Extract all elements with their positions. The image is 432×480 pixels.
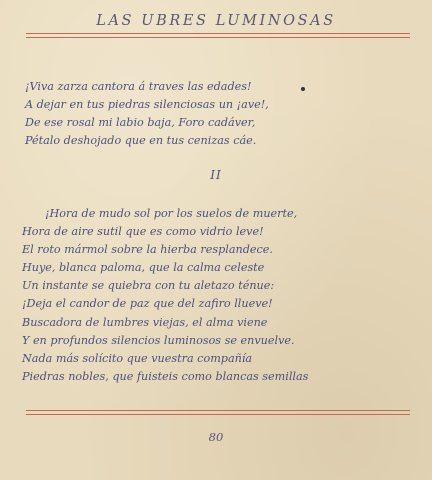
section-numeral: II [210, 168, 222, 182]
verse-line: Buscadora de lumbres viejas, el alma viene [22, 315, 268, 329]
verse-line: Pétalo deshojado que en tus cenizas cáe. [25, 134, 257, 148]
verse-line: Un instante se quiebra con tu aletazo ténue: [22, 279, 275, 293]
page-number: 80 [208, 430, 224, 444]
bottom-double-rule [26, 410, 410, 415]
ink-dot-mark [301, 87, 305, 91]
stanza-two [0, 205, 432, 386]
verse-line: Nada más solícito que vuestra compañía [22, 351, 253, 365]
top-double-rule [26, 33, 410, 38]
verse-line: El roto mármol sobre la hierba resplandece. [22, 243, 273, 257]
verse-line: ¡Deja el candor de paz que del zafiro llueve! [22, 297, 273, 311]
verse-line: Y en profundos silencios luminosos se envuelve. [22, 333, 295, 347]
verse-line: ¡Hora de mudo sol por los suelos de muerte, [45, 207, 298, 220]
verse-line: Hora de aire sutil que es como vidrio leve! [22, 225, 264, 239]
verse-line: Piedras nobles, que fuisteis como blancas semillas [22, 369, 309, 383]
verse-line: A dejar en tus piedras silenciosas un ¡ave!, [25, 98, 269, 112]
running-head: LAS UBRES LUMINOSAS [96, 13, 336, 29]
verse-line: De ese rosal mi labio baja, Foro cadáver, [25, 116, 256, 130]
verse-line: Huye, blanca paloma, que la calma celeste [22, 261, 265, 275]
stanza-one [0, 78, 432, 150]
verse-line: ¡Viva zarza cantora á traves las edades! [25, 80, 252, 93]
